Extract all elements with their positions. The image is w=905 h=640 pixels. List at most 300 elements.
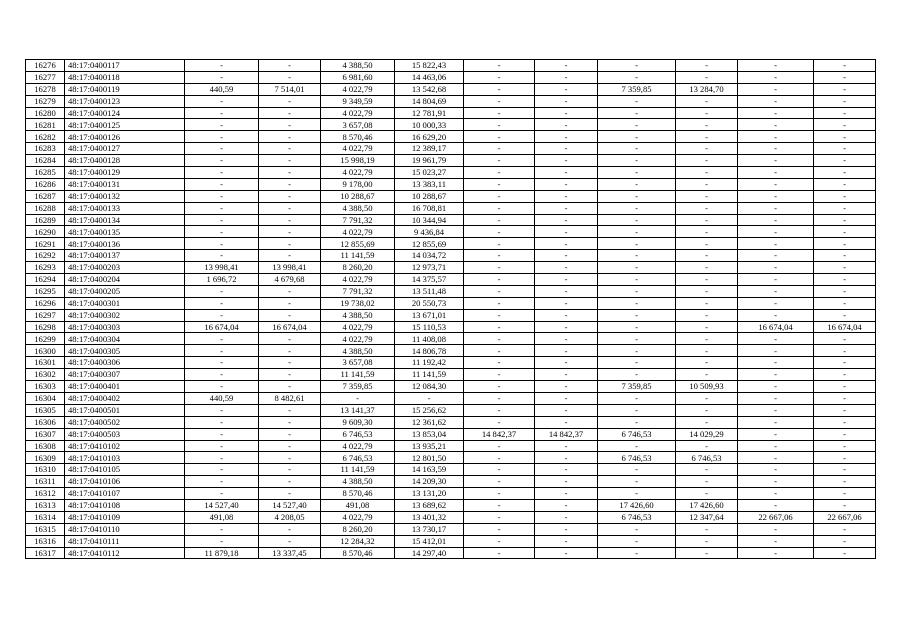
value-6-cell: - bbox=[535, 202, 598, 214]
value-6-cell: - bbox=[535, 226, 598, 238]
value-1-cell: 440,59 bbox=[185, 83, 259, 95]
value-5-cell: - bbox=[464, 535, 535, 547]
value-3-cell: 8 570,46 bbox=[321, 547, 395, 559]
value-2-cell: - bbox=[259, 60, 321, 72]
cadastral-number-cell: 48:17:0400126 bbox=[65, 131, 185, 143]
value-5-cell: - bbox=[464, 71, 535, 83]
value-1-cell: - bbox=[185, 71, 259, 83]
value-4-cell: 14 209,30 bbox=[395, 476, 464, 488]
value-4-cell: 13 383,11 bbox=[395, 178, 464, 190]
value-10-cell: - bbox=[814, 440, 876, 452]
value-2-cell: 14 527,40 bbox=[259, 499, 321, 511]
value-7-cell: - bbox=[598, 226, 676, 238]
value-5-cell: - bbox=[464, 309, 535, 321]
value-8-cell: - bbox=[676, 297, 738, 309]
value-5-cell: - bbox=[464, 452, 535, 464]
table-row bbox=[26, 71, 876, 83]
value-9-cell: - bbox=[738, 71, 814, 83]
value-6-cell: - bbox=[535, 440, 598, 452]
value-1-cell: 16 674,04 bbox=[185, 321, 259, 333]
value-8-cell: - bbox=[676, 369, 738, 381]
value-4-cell: 14 297,40 bbox=[395, 547, 464, 559]
value-10-cell: - bbox=[814, 71, 876, 83]
value-1-cell: - bbox=[185, 285, 259, 297]
value-6-cell: - bbox=[535, 143, 598, 155]
row-number-cell: 16299 bbox=[26, 333, 65, 345]
cadastral-number-cell: 48:17:0400118 bbox=[65, 71, 185, 83]
table-row bbox=[26, 238, 876, 250]
value-3-cell: - bbox=[321, 392, 395, 404]
value-4-cell: 13 730,17 bbox=[395, 523, 464, 535]
value-8-cell: - bbox=[676, 143, 738, 155]
cadastral-number-cell: 48:17:0400135 bbox=[65, 226, 185, 238]
value-10-cell: - bbox=[814, 476, 876, 488]
table-row bbox=[26, 83, 876, 95]
row-number-cell: 16289 bbox=[26, 214, 65, 226]
value-7-cell: - bbox=[598, 274, 676, 286]
value-6-cell: - bbox=[535, 547, 598, 559]
row-number-cell: 16312 bbox=[26, 488, 65, 500]
value-4-cell: 11 192,42 bbox=[395, 357, 464, 369]
value-1-cell: - bbox=[185, 95, 259, 107]
row-number-cell: 16280 bbox=[26, 107, 65, 119]
value-5-cell: - bbox=[464, 440, 535, 452]
value-6-cell: - bbox=[535, 357, 598, 369]
value-7-cell: - bbox=[598, 369, 676, 381]
value-8-cell: 17 426,60 bbox=[676, 499, 738, 511]
value-9-cell: - bbox=[738, 357, 814, 369]
value-9-cell: - bbox=[738, 499, 814, 511]
value-4-cell: 14 463,06 bbox=[395, 71, 464, 83]
value-10-cell: - bbox=[814, 190, 876, 202]
value-7-cell: - bbox=[598, 155, 676, 167]
value-6-cell: - bbox=[535, 309, 598, 321]
value-6-cell: - bbox=[535, 178, 598, 190]
table-row bbox=[26, 250, 876, 262]
value-6-cell: - bbox=[535, 333, 598, 345]
value-7-cell: - bbox=[598, 309, 676, 321]
row-number-cell: 16307 bbox=[26, 428, 65, 440]
value-8-cell: - bbox=[676, 167, 738, 179]
value-8-cell: - bbox=[676, 60, 738, 72]
value-7-cell: 6 746,53 bbox=[598, 428, 676, 440]
value-2-cell: - bbox=[259, 202, 321, 214]
value-4-cell: 15 023,27 bbox=[395, 167, 464, 179]
value-2-cell: - bbox=[259, 95, 321, 107]
value-6-cell: - bbox=[535, 262, 598, 274]
value-7-cell: - bbox=[598, 60, 676, 72]
value-1-cell: 1 696,72 bbox=[185, 274, 259, 286]
value-7-cell: - bbox=[598, 167, 676, 179]
value-9-cell: - bbox=[738, 345, 814, 357]
row-number-cell: 16277 bbox=[26, 71, 65, 83]
value-4-cell: 14 034,72 bbox=[395, 250, 464, 262]
value-3-cell: 3 657,08 bbox=[321, 357, 395, 369]
value-3-cell: 8 570,46 bbox=[321, 131, 395, 143]
value-1-cell: - bbox=[185, 131, 259, 143]
row-number-cell: 16292 bbox=[26, 250, 65, 262]
value-5-cell: - bbox=[464, 464, 535, 476]
value-10-cell: - bbox=[814, 464, 876, 476]
value-4-cell: 14 804,69 bbox=[395, 95, 464, 107]
cadastral-number-cell: 48:17:0400301 bbox=[65, 297, 185, 309]
row-number-cell: 16304 bbox=[26, 392, 65, 404]
value-5-cell: - bbox=[464, 523, 535, 535]
value-6-cell: - bbox=[535, 392, 598, 404]
row-number-cell: 16305 bbox=[26, 404, 65, 416]
value-1-cell: - bbox=[185, 369, 259, 381]
value-2-cell: - bbox=[259, 131, 321, 143]
value-9-cell: - bbox=[738, 488, 814, 500]
value-9-cell: - bbox=[738, 392, 814, 404]
value-1-cell: 11 879,18 bbox=[185, 547, 259, 559]
value-7-cell: - bbox=[598, 71, 676, 83]
table-row bbox=[26, 369, 876, 381]
value-5-cell: - bbox=[464, 190, 535, 202]
value-9-cell: - bbox=[738, 262, 814, 274]
row-number-cell: 16302 bbox=[26, 369, 65, 381]
cadastral-number-cell: 48:17:0400119 bbox=[65, 83, 185, 95]
value-10-cell: - bbox=[814, 416, 876, 428]
value-8-cell: - bbox=[676, 226, 738, 238]
value-2-cell: 13 337,45 bbox=[259, 547, 321, 559]
value-8-cell: - bbox=[676, 274, 738, 286]
value-3-cell: 7 791,32 bbox=[321, 214, 395, 226]
value-10-cell: - bbox=[814, 309, 876, 321]
value-6-cell: - bbox=[535, 71, 598, 83]
value-1-cell: - bbox=[185, 178, 259, 190]
table-row bbox=[26, 131, 876, 143]
value-9-cell: - bbox=[738, 202, 814, 214]
value-7-cell: - bbox=[598, 250, 676, 262]
row-number-cell: 16316 bbox=[26, 535, 65, 547]
row-number-cell: 16296 bbox=[26, 297, 65, 309]
value-7-cell: - bbox=[598, 297, 676, 309]
value-8-cell: - bbox=[676, 131, 738, 143]
value-6-cell: - bbox=[535, 381, 598, 393]
value-9-cell: - bbox=[738, 297, 814, 309]
value-10-cell: - bbox=[814, 155, 876, 167]
table-row bbox=[26, 464, 876, 476]
row-number-cell: 16285 bbox=[26, 167, 65, 179]
value-9-cell: - bbox=[738, 523, 814, 535]
value-1-cell: - bbox=[185, 428, 259, 440]
value-8-cell: - bbox=[676, 309, 738, 321]
value-2-cell: 7 514,01 bbox=[259, 83, 321, 95]
row-number-cell: 16310 bbox=[26, 464, 65, 476]
value-8-cell: - bbox=[676, 476, 738, 488]
table-row bbox=[26, 321, 876, 333]
table-row bbox=[26, 95, 876, 107]
value-3-cell: 6 746,53 bbox=[321, 452, 395, 464]
value-9-cell: - bbox=[738, 452, 814, 464]
cadastral-number-cell: 48:17:0400501 bbox=[65, 404, 185, 416]
cadastral-number-cell: 48:17:0400136 bbox=[65, 238, 185, 250]
value-1-cell: - bbox=[185, 119, 259, 131]
cadastral-number-cell: 48:17:0410108 bbox=[65, 499, 185, 511]
value-9-cell: - bbox=[738, 214, 814, 226]
cadastral-number-cell: 48:17:0400123 bbox=[65, 95, 185, 107]
value-3-cell: 491,08 bbox=[321, 499, 395, 511]
value-4-cell: 9 436,84 bbox=[395, 226, 464, 238]
value-5-cell: - bbox=[464, 262, 535, 274]
value-6-cell: - bbox=[535, 190, 598, 202]
value-3-cell: 4 388,50 bbox=[321, 309, 395, 321]
value-3-cell: 6 981,60 bbox=[321, 71, 395, 83]
value-10-cell: - bbox=[814, 369, 876, 381]
value-4-cell: 13 511,48 bbox=[395, 285, 464, 297]
value-9-cell: 22 667,06 bbox=[738, 511, 814, 523]
value-3-cell: 11 141,59 bbox=[321, 464, 395, 476]
value-2-cell: - bbox=[259, 404, 321, 416]
value-4-cell: 10 288,67 bbox=[395, 190, 464, 202]
value-3-cell: 12 855,69 bbox=[321, 238, 395, 250]
cadastral-number-cell: 48:17:0400131 bbox=[65, 178, 185, 190]
table-row bbox=[26, 440, 876, 452]
value-2-cell: - bbox=[259, 226, 321, 238]
value-2-cell: 4 208,05 bbox=[259, 511, 321, 523]
value-9-cell: - bbox=[738, 369, 814, 381]
value-4-cell: 11 141,59 bbox=[395, 369, 464, 381]
value-1-cell: - bbox=[185, 155, 259, 167]
value-2-cell: - bbox=[259, 488, 321, 500]
value-1-cell: - bbox=[185, 476, 259, 488]
value-1-cell: 14 527,40 bbox=[185, 499, 259, 511]
value-5-cell: - bbox=[464, 488, 535, 500]
value-3-cell: 7 791,32 bbox=[321, 285, 395, 297]
value-7-cell: - bbox=[598, 143, 676, 155]
value-3-cell: 11 141,59 bbox=[321, 250, 395, 262]
value-8-cell: 6 746,53 bbox=[676, 452, 738, 464]
cadastral-number-cell: 48:17:0400127 bbox=[65, 143, 185, 155]
value-5-cell: - bbox=[464, 285, 535, 297]
value-1-cell: - bbox=[185, 404, 259, 416]
row-number-cell: 16288 bbox=[26, 202, 65, 214]
value-1-cell: - bbox=[185, 167, 259, 179]
table-row bbox=[26, 345, 876, 357]
table-row bbox=[26, 262, 876, 274]
row-number-cell: 16313 bbox=[26, 499, 65, 511]
value-2-cell: - bbox=[259, 464, 321, 476]
value-2-cell: - bbox=[259, 345, 321, 357]
value-1-cell: - bbox=[185, 416, 259, 428]
value-8-cell: - bbox=[676, 155, 738, 167]
value-4-cell: 12 973,71 bbox=[395, 262, 464, 274]
row-number-cell: 16295 bbox=[26, 285, 65, 297]
value-3-cell: 4 022,79 bbox=[321, 226, 395, 238]
table-row bbox=[26, 381, 876, 393]
value-2-cell: - bbox=[259, 285, 321, 297]
cadastral-number-cell: 48:17:0400129 bbox=[65, 167, 185, 179]
value-4-cell: 13 131,20 bbox=[395, 488, 464, 500]
cadastral-number-cell: 48:17:0400133 bbox=[65, 202, 185, 214]
row-number-cell: 16281 bbox=[26, 119, 65, 131]
table-row bbox=[26, 357, 876, 369]
value-3-cell: 9 349,59 bbox=[321, 95, 395, 107]
value-1-cell: - bbox=[185, 357, 259, 369]
value-10-cell: - bbox=[814, 345, 876, 357]
cadastral-number-cell: 48:17:0400303 bbox=[65, 321, 185, 333]
value-10-cell: - bbox=[814, 250, 876, 262]
value-10-cell: - bbox=[814, 404, 876, 416]
value-6-cell: - bbox=[535, 511, 598, 523]
value-7-cell: - bbox=[598, 95, 676, 107]
value-3-cell: 12 284,32 bbox=[321, 535, 395, 547]
cadastral-number-cell: 48:17:0410112 bbox=[65, 547, 185, 559]
row-number-cell: 16283 bbox=[26, 143, 65, 155]
value-4-cell: 15 256,62 bbox=[395, 404, 464, 416]
row-number-cell: 16287 bbox=[26, 190, 65, 202]
value-3-cell: 4 022,79 bbox=[321, 274, 395, 286]
row-number-cell: 16284 bbox=[26, 155, 65, 167]
value-2-cell: - bbox=[259, 71, 321, 83]
value-1-cell: - bbox=[185, 107, 259, 119]
value-5-cell: - bbox=[464, 416, 535, 428]
row-number-cell: 16279 bbox=[26, 95, 65, 107]
value-5-cell: - bbox=[464, 226, 535, 238]
value-10-cell: - bbox=[814, 238, 876, 250]
table-row bbox=[26, 511, 876, 523]
value-4-cell: 10 000,33 bbox=[395, 119, 464, 131]
value-2-cell: 16 674,04 bbox=[259, 321, 321, 333]
value-1-cell: - bbox=[185, 452, 259, 464]
cadastral-number-cell: 48:17:0400302 bbox=[65, 309, 185, 321]
row-number-cell: 16293 bbox=[26, 262, 65, 274]
value-2-cell: - bbox=[259, 440, 321, 452]
value-8-cell: - bbox=[676, 440, 738, 452]
value-4-cell: 13 401,32 bbox=[395, 511, 464, 523]
value-6-cell: - bbox=[535, 214, 598, 226]
value-2-cell: - bbox=[259, 428, 321, 440]
table-row bbox=[26, 119, 876, 131]
value-9-cell: - bbox=[738, 155, 814, 167]
value-7-cell: - bbox=[598, 321, 676, 333]
value-2-cell: - bbox=[259, 381, 321, 393]
value-3-cell: 4 022,79 bbox=[321, 440, 395, 452]
cadastral-number-cell: 48:17:0400117 bbox=[65, 60, 185, 72]
value-5-cell: - bbox=[464, 131, 535, 143]
value-10-cell: - bbox=[814, 535, 876, 547]
value-2-cell: - bbox=[259, 523, 321, 535]
value-8-cell: - bbox=[676, 285, 738, 297]
cadastral-number-cell: 48:17:0410105 bbox=[65, 464, 185, 476]
value-7-cell: - bbox=[598, 214, 676, 226]
value-6-cell: - bbox=[535, 155, 598, 167]
value-2-cell: - bbox=[259, 214, 321, 226]
value-8-cell: 12 347,64 bbox=[676, 511, 738, 523]
value-10-cell: - bbox=[814, 131, 876, 143]
value-4-cell: 14 806,78 bbox=[395, 345, 464, 357]
value-3-cell: 8 570,46 bbox=[321, 488, 395, 500]
value-4-cell: 13 542,68 bbox=[395, 83, 464, 95]
value-10-cell: - bbox=[814, 274, 876, 286]
value-3-cell: 4 022,79 bbox=[321, 83, 395, 95]
row-number-cell: 16314 bbox=[26, 511, 65, 523]
value-10-cell: - bbox=[814, 297, 876, 309]
value-5-cell: - bbox=[464, 392, 535, 404]
table-row bbox=[26, 476, 876, 488]
cadastral-number-cell: 48:17:0410102 bbox=[65, 440, 185, 452]
value-9-cell: - bbox=[738, 309, 814, 321]
cadastral-number-cell: 48:17:0400128 bbox=[65, 155, 185, 167]
value-10-cell: - bbox=[814, 547, 876, 559]
table-row bbox=[26, 202, 876, 214]
value-9-cell: - bbox=[738, 476, 814, 488]
value-9-cell: - bbox=[738, 178, 814, 190]
value-6-cell: - bbox=[535, 107, 598, 119]
value-3-cell: 13 141,37 bbox=[321, 404, 395, 416]
value-6-cell: - bbox=[535, 499, 598, 511]
value-8-cell: - bbox=[676, 202, 738, 214]
value-7-cell: - bbox=[598, 202, 676, 214]
table-row bbox=[26, 107, 876, 119]
table-row bbox=[26, 392, 876, 404]
row-number-cell: 16303 bbox=[26, 381, 65, 393]
value-6-cell: - bbox=[535, 95, 598, 107]
value-9-cell: - bbox=[738, 416, 814, 428]
value-7-cell: - bbox=[598, 416, 676, 428]
value-5-cell: - bbox=[464, 155, 535, 167]
value-5-cell: - bbox=[464, 119, 535, 131]
value-6-cell: 14 842,37 bbox=[535, 428, 598, 440]
value-6-cell: - bbox=[535, 535, 598, 547]
value-9-cell: - bbox=[738, 190, 814, 202]
value-6-cell: - bbox=[535, 404, 598, 416]
value-8-cell: - bbox=[676, 535, 738, 547]
row-number-cell: 16298 bbox=[26, 321, 65, 333]
table-row bbox=[26, 499, 876, 511]
value-9-cell: - bbox=[738, 83, 814, 95]
cadastral-number-cell: 48:17:0400502 bbox=[65, 416, 185, 428]
value-4-cell: 12 781,91 bbox=[395, 107, 464, 119]
value-8-cell: - bbox=[676, 416, 738, 428]
value-10-cell: - bbox=[814, 167, 876, 179]
value-10-cell: 22 667,06 bbox=[814, 511, 876, 523]
value-8-cell: - bbox=[676, 345, 738, 357]
value-3-cell: 6 746,53 bbox=[321, 428, 395, 440]
cadastral-number-cell: 48:17:0400503 bbox=[65, 428, 185, 440]
cadastral-number-cell: 48:17:0400124 bbox=[65, 107, 185, 119]
value-7-cell: - bbox=[598, 547, 676, 559]
value-10-cell: - bbox=[814, 95, 876, 107]
value-8-cell: - bbox=[676, 107, 738, 119]
value-8-cell: - bbox=[676, 321, 738, 333]
cadastral-number-cell: 48:17:0400305 bbox=[65, 345, 185, 357]
value-1-cell: - bbox=[185, 143, 259, 155]
value-5-cell: - bbox=[464, 83, 535, 95]
value-8-cell: - bbox=[676, 238, 738, 250]
table-row bbox=[26, 214, 876, 226]
row-number-cell: 16317 bbox=[26, 547, 65, 559]
table-row bbox=[26, 416, 876, 428]
table-row bbox=[26, 226, 876, 238]
table-row bbox=[26, 547, 876, 559]
value-5-cell: - bbox=[464, 167, 535, 179]
value-10-cell: - bbox=[814, 178, 876, 190]
value-5-cell: - bbox=[464, 297, 535, 309]
cadastral-number-cell: 48:17:0400132 bbox=[65, 190, 185, 202]
table-row bbox=[26, 428, 876, 440]
cadastral-number-cell: 48:17:0410110 bbox=[65, 523, 185, 535]
value-4-cell: 20 550,73 bbox=[395, 297, 464, 309]
value-6-cell: - bbox=[535, 452, 598, 464]
value-2-cell: - bbox=[259, 535, 321, 547]
value-3-cell: 11 141,59 bbox=[321, 369, 395, 381]
row-number-cell: 16297 bbox=[26, 309, 65, 321]
value-10-cell: - bbox=[814, 381, 876, 393]
row-number-cell: 16294 bbox=[26, 274, 65, 286]
cadastral-number-cell: 48:17:0400137 bbox=[65, 250, 185, 262]
